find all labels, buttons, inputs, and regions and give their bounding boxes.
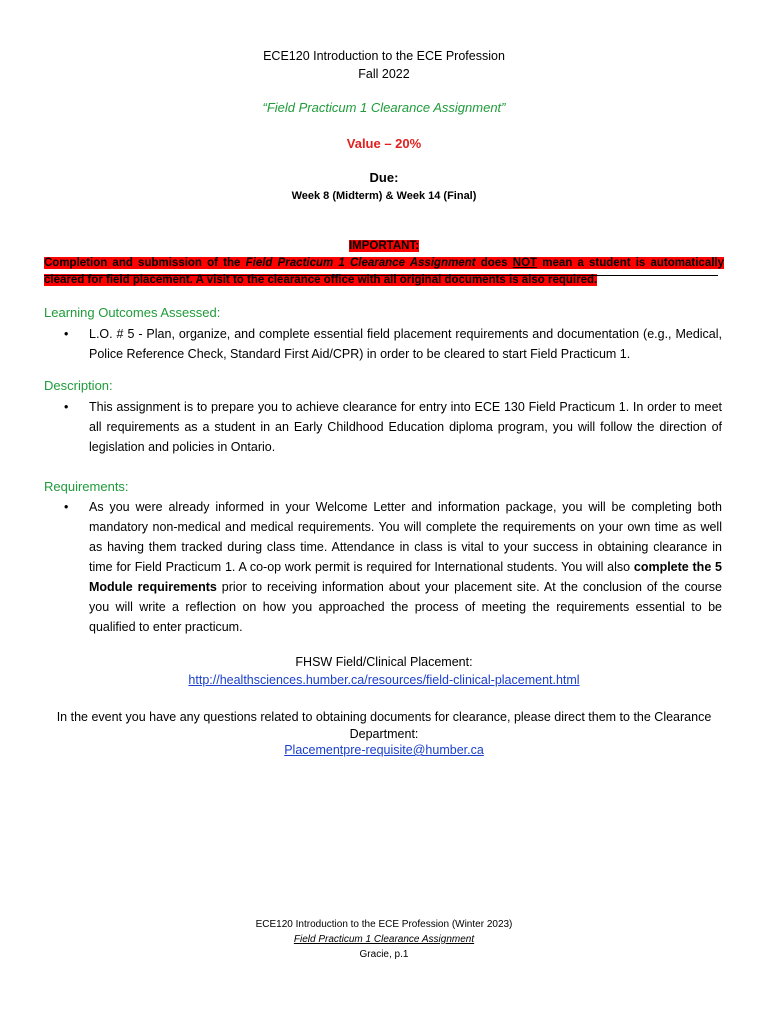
questions-text: In the event you have any questions related to obtaining documents for clearance, please direct them to the Clearance Department: <box>56 710 712 741</box>
bullet-icon: • <box>64 500 69 514</box>
assignment-title: “Field Practicum 1 Clearance Assignment” <box>262 100 506 115</box>
placement-link[interactable]: http://healthsciences.humber.ca/resources/field-clinical-placement.html <box>188 673 580 687</box>
due-label: Due: <box>369 170 399 185</box>
assignment-value: Value – 20% <box>346 136 422 151</box>
description-item: • This assignment is to prepare you to achieve clearance for entry into ECE 130 Field Practicum 1. In order to meet all requirements as a student in an Early Childhood Education diploma program, you will follow the direction of legislation and policies in Ontario. <box>64 397 722 457</box>
important-text: Completion and submission of the Field Practicum 1 Clearance Assignment does NOT mean a student is automatically cleared for field placement. A visit to the clearance office with all original documents is also required. <box>44 257 725 286</box>
footer-course: ECE120 Introduction to the ECE Profession (Winter 2023) <box>255 919 513 930</box>
learning-outcomes-heading: Learning Outcomes Assessed: <box>44 305 221 320</box>
divider-line <box>44 275 718 276</box>
requirements-bold-text: complete the 5 Module requirements <box>89 560 722 594</box>
requirements-heading: Requirements: <box>44 479 129 494</box>
term: Fall 2022 <box>358 67 410 81</box>
bullet-icon: • <box>64 327 69 341</box>
footer-page: Gracie, p.1 <box>359 949 409 960</box>
course-title: ECE120 Introduction to the ECE Profession <box>263 49 505 63</box>
clearance-email-link[interactable]: Placementpre-requisite@humber.ca <box>284 743 484 757</box>
requirements-item: • As you were already informed in your Welcome Letter and information package, you will be completing both mandatory non-medical and medical requirements. You will complete the requirements on your own time as well as having them tracked during class time. Attendance in class is vital to your success in obtaining clearance in time for Field Practicum 1. A co-op work permit is required for International students. You will also complete the 5 Module requirements prior to receiving information about your placement site. At the conclusion of the course you will write a reflection on how you approached the process of meeting the requirements essential to be qualified to enter practicum. <box>64 497 722 637</box>
important-notice <box>44 238 724 289</box>
important-title: IMPORTANT: <box>348 240 420 252</box>
learning-outcome-item: • L.O. # 5 - Plan, organize, and complete essential field placement requirements and documentation (e.g., Medical, Police Reference Check, Standard First Aid/CPR) in order to be cleared to start Field Practicum 1. <box>64 324 722 364</box>
description-heading: Description: <box>44 378 113 393</box>
placement-label: FHSW Field/Clinical Placement: <box>295 655 473 669</box>
bullet-icon: • <box>64 400 69 414</box>
due-text: Week 8 (Midterm) & Week 14 (Final) <box>291 190 477 202</box>
footer-title: Field Practicum 1 Clearance Assignment <box>293 934 475 945</box>
